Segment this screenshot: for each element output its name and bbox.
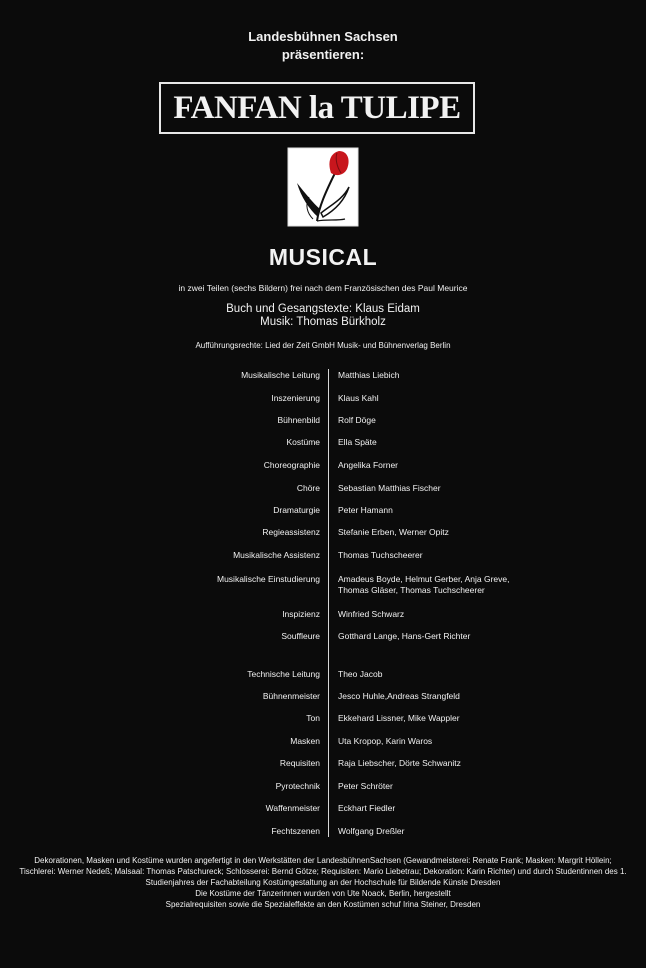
credit-role: Choreographie (263, 460, 320, 470)
credit-name: Uta Kropop, Karin Waros (338, 736, 433, 746)
credit-name: Thomas Tuchscheerer (338, 550, 423, 560)
footer-special-props: Spezialrequisiten sowie die Spezialeffekte an den Kostümen schuf Irina Steiner, Dresden (165, 900, 481, 909)
genre-heading: MUSICAL (268, 244, 378, 270)
presenter-verb: präsentieren: (281, 47, 365, 62)
credit-role: Chöre (296, 483, 320, 493)
credit-name: Jesco Huhle,Andreas Strangfeld (338, 691, 460, 701)
title-frame (159, 82, 475, 134)
tulip-icon (287, 147, 359, 227)
credit-role: Ton (306, 713, 320, 723)
credit-role: Requisiten (279, 758, 320, 768)
credit-name: Stefanie Erben, Werner Opitz (338, 527, 449, 537)
authors-block (0, 303, 646, 329)
credit-name: Gotthard Lange, Hans-Gert Richter (338, 631, 471, 641)
credit-role: Fechtszenen (271, 826, 320, 836)
credit-name: Sebastian Matthias Fischer (338, 483, 441, 493)
footer-notes (18, 855, 628, 910)
credit-name: Angelika Forner (338, 460, 399, 470)
credit-role: Souffleure (281, 631, 320, 641)
play-title: FANFAN la TULIPE (173, 90, 461, 126)
credit-name: Peter Schröter (338, 781, 393, 791)
credit-role: Waffenmeister (265, 803, 320, 813)
subtitle: in zwei Teilen (sechs Bildern) frei nach dem Französischen des Paul Meurice (178, 283, 468, 293)
credit-role: Dramaturgie (273, 505, 320, 515)
credit-role: Regieassistenz (262, 527, 320, 537)
presenter-name: Landesbühnen Sachsen (248, 29, 398, 44)
credit-name: Eckhart Fiedler (338, 803, 396, 813)
credit-name: Peter Hamann (338, 505, 393, 515)
credit-role: Bühnenmeister (262, 691, 320, 701)
credits-divider (328, 369, 329, 837)
credit-role: Masken (290, 736, 320, 746)
credit-name: Winfried Schwarz (338, 609, 405, 619)
music-credit: Musik: Thomas Bürkholz (260, 316, 386, 328)
credit-role: Musikalische Einstudierung (217, 574, 320, 584)
credit-name: Klaus Kahl (338, 393, 379, 403)
credit-role: Musikalische Leitung (241, 370, 320, 380)
credit-role: Musikalische Assistenz (233, 550, 320, 560)
credit-role: Kostüme (286, 437, 320, 447)
credit-name: Matthias Liebich (338, 370, 400, 380)
credit-name: Amadeus Boyde, Helmut Gerber, Anja Greve, Thomas Gläser, Thomas Tuchscheerer (338, 574, 510, 595)
credit-role: Bühnenbild (277, 415, 320, 425)
credit-role: Inszenierung (271, 393, 320, 403)
footer-dancer-costumes: Die Kostüme der Tänzerinnen wurden von Ute Noack, Berlin, hergestellt (195, 889, 451, 898)
book-lyrics-credit: Buch und Gesangstexte: Klaus Eidam (226, 303, 420, 315)
rights-notice: Aufführungsrechte: Lied der Zeit GmbH Musik- und Bühnenverlag Berlin (195, 341, 451, 350)
credit-role: Inspizienz (282, 609, 320, 619)
credit-name: Ekkehard Lissner, Mike Wappler (338, 713, 460, 723)
credit-role: Pyrotechnik (275, 781, 320, 791)
credit-name: Rolf Döge (338, 415, 376, 425)
footer-workshops: Dekorationen, Masken und Kostüme wurden angefertigt in den Werkstätten der LandesbühnenSachsen (Gewandmeisterei: Renate Frank; Masken: Margrit Höllein; Tischlerei: Werner Nedeß; Malsaal: Thomas Patschureck; Schlosserei: Bernd Götze; Requisiten: Mario Liebetrau; Dekoration: Karin Richter) und durch Studentinnen des 1. Studienjahres der Fachabteilung Kostümgestaltung an der Hochschule für Bildende Künste Dresden (19, 856, 627, 887)
credit-name: Theo Jacob (338, 669, 383, 679)
presenter-block (0, 28, 646, 64)
credit-name: Raja Liebscher, Dörte Schwanitz (338, 758, 461, 768)
credit-role: Technische Leitung (247, 669, 320, 679)
credit-name: Wolfgang Dreßler (338, 826, 405, 836)
credit-name: Ella Späte (338, 437, 377, 447)
